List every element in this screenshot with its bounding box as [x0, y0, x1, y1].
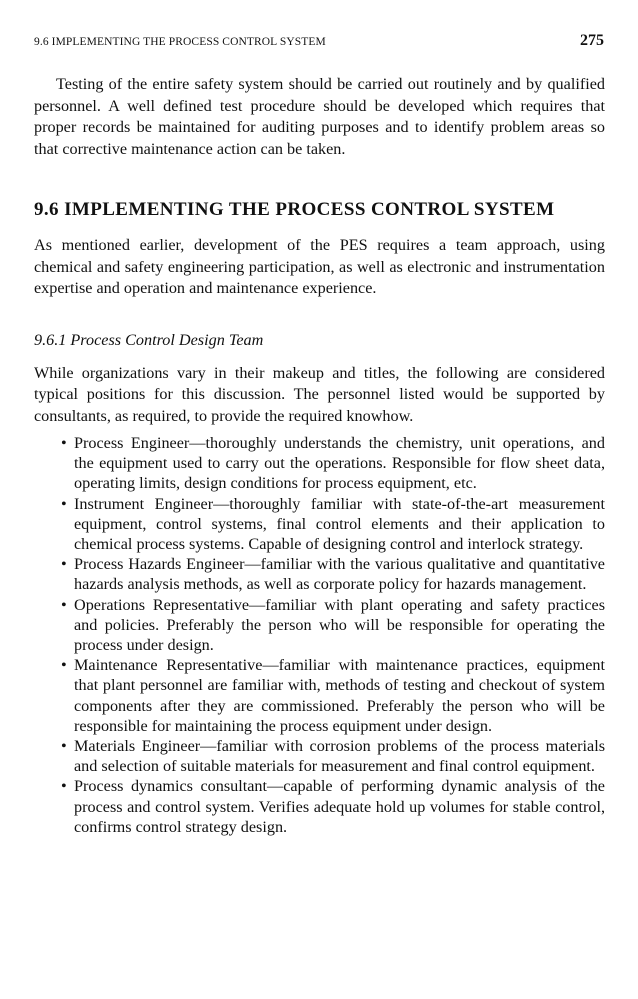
page-number: 275 — [580, 32, 604, 49]
bullet-icon: • — [61, 595, 67, 614]
list-item — [61, 595, 605, 656]
subsection-paragraph: While organizations vary in their makeup and titles, the following are considered typical positions for this discussion. The personnel listed would be supported by consultants, as required, to provide the required knowhow. — [34, 363, 605, 425]
bullet-icon: • — [61, 777, 67, 796]
list-item-text: Materials Engineer—familiar with corrosion problems of the process materials and selection of suitable materials for measurement and final control equipment. — [74, 737, 605, 776]
list-item — [61, 554, 605, 594]
bullet-icon: • — [61, 656, 67, 675]
list-item — [61, 494, 605, 555]
list-item-text: Process Engineer—thoroughly understands the chemistry, unit operations, and the equipment used to carry out the operations. Responsible for flow sheet data, operating limits, design conditions for process equipment, etc. — [74, 434, 605, 493]
section-heading: 9.6 IMPLEMENTING THE PROCESS CONTROL SYSTEM — [34, 199, 555, 220]
list-item-text: Process Hazards Engineer—familiar with the various qualitative and quantitative hazards analysis methods, as well as corporate policy for hazards management. — [74, 555, 605, 594]
running-header — [34, 32, 604, 50]
list-item-text: Instrument Engineer—thoroughly familiar with state-of-the-art measurement equipment, control systems, final control elements and their application to chemical process systems. Capable of designing control and interlock strategy. — [74, 494, 605, 554]
list-item — [61, 655, 605, 736]
list-item-text: Operations Representative—familiar with plant operating and safety practices and policies. Preferably the person who will be responsible for operating the process under design. — [74, 595, 605, 655]
section-paragraph: As mentioned earlier, development of the PES requires a team approach, using chemical and safety engineering participation, as well as electronic and instrumentation expertise and operation and maintenance experience. — [34, 236, 605, 297]
list-item — [61, 736, 605, 776]
running-title: 9.6 IMPLEMENTING THE PROCESS CONTROL SYSTEM — [34, 36, 326, 48]
bullet-icon: • — [61, 434, 67, 452]
list-item — [61, 776, 605, 837]
list-item — [61, 433, 605, 494]
list-item-text: Process dynamics consultant—capable of performing dynamic analysis of the process and control system. Verifies adequate hold up volumes for stable control, confirms control strategy design. — [74, 777, 605, 836]
subsection-heading: 9.6.1 Process Control Design Team — [34, 330, 264, 349]
bullet-icon: • — [61, 555, 67, 574]
list-item-text: Maintenance Representative—familiar with maintenance practices, equipment that plant personnel are familiar with, methods of testing and checkout of system components after they are commissioned. Preferably the person who will be responsible for maintaining the process equipment under design. — [74, 656, 605, 735]
team-positions-list — [34, 433, 605, 837]
bullet-icon: • — [61, 737, 67, 756]
page-body — [34, 74, 605, 837]
bullet-icon: • — [61, 494, 67, 513]
intro-paragraph: Testing of the entire safety system should be carried out routinely and by qualified personnel. A well defined test procedure should be developed which requires that proper records be maintained for auditing purposes and to identify problem areas so that corrective maintenance action can be taken. — [34, 75, 605, 158]
